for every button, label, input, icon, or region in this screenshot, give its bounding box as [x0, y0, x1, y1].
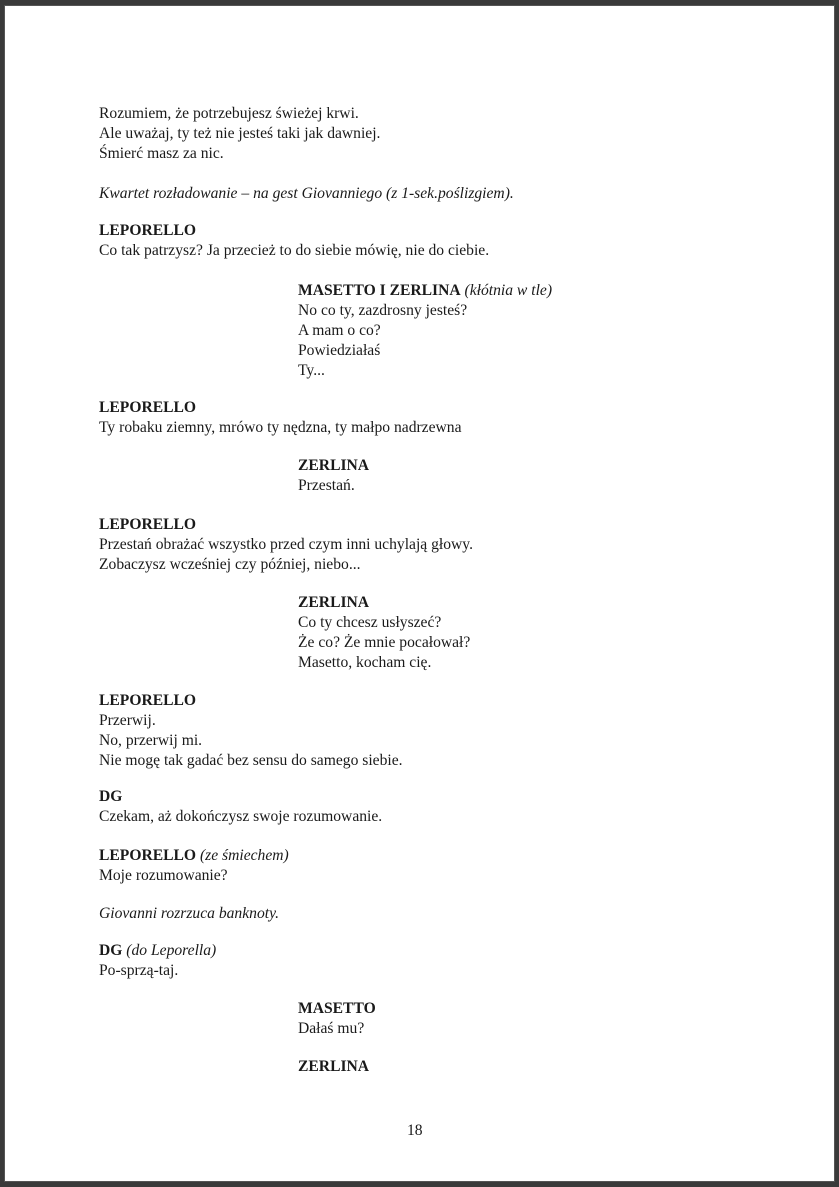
stage-direction: Giovanni rozrzuca banknoty.: [99, 905, 280, 922]
speaker-heading: [298, 281, 552, 301]
dialogue-line: No co ty, zazdrosny jesteś?: [298, 302, 468, 319]
dialogue-line: Śmierć masz za nic.: [99, 145, 224, 162]
dialogue-line: Ty robaku ziemny, mrówo ty nędzna, ty małpo nadrzewna: [99, 419, 462, 436]
dialogue-line: Czekam, aż dokończysz swoje rozumowanie.: [99, 808, 383, 825]
dialogue-line: Powiedziałaś: [298, 342, 381, 359]
speaker-name: ZERLINA: [298, 1058, 370, 1075]
speaker-name: LEPORELLO: [99, 222, 197, 239]
dialogue-line: Moje rozumowanie?: [99, 867, 228, 884]
script-page: [5, 6, 834, 1181]
dialogue-line: Po-sprzą-taj.: [99, 962, 179, 979]
dialogue-line: Masetto, kocham cię.: [298, 654, 432, 671]
speaker-name: DG: [99, 942, 123, 959]
dialogue-line: No, przerwij mi.: [99, 732, 203, 749]
dialogue-line: Przerwij.: [99, 712, 156, 729]
dialogue-line: Co ty chcesz usłyszeć?: [298, 614, 442, 631]
dialogue-line: Przestań.: [298, 477, 355, 494]
speaker-name: ZERLINA: [298, 594, 370, 611]
speaker-heading: [99, 941, 216, 961]
speaker-name: LEPORELLO: [99, 847, 197, 864]
speaker-name: LEPORELLO: [99, 692, 197, 709]
dialogue-line: Co tak patrzysz? Ja przecież to do siebie mówię, nie do ciebie.: [99, 242, 490, 259]
dialogue-line: Zobaczysz wcześniej czy później, niebo...: [99, 556, 361, 573]
dialogue-line: Ale uważaj, ty też nie jesteś taki jak dawniej.: [99, 125, 381, 142]
speaker-note: (kłótnia w tle): [464, 282, 553, 299]
speaker-name: ZERLINA: [298, 457, 370, 474]
dialogue-line: Przestań obrażać wszystko przed czym inni uchylają głowy.: [99, 536, 473, 553]
speaker-name: MASETTO: [298, 1000, 376, 1017]
speaker-heading: [99, 846, 289, 866]
speaker-note: (ze śmiechem): [199, 847, 289, 864]
dialogue-line: Że co? Że mnie pocałował?: [298, 634, 471, 651]
speaker-name: LEPORELLO: [99, 516, 197, 533]
speaker-name: LEPORELLO: [99, 399, 197, 416]
dialogue-line: A mam o co?: [298, 322, 381, 339]
page-number: 18: [407, 1122, 423, 1139]
dialogue-line: Ty...: [298, 362, 325, 379]
speaker-name: MASETTO I ZERLINA: [298, 282, 461, 299]
speaker-note: (do Leporella): [126, 942, 217, 959]
speaker-name: DG: [99, 788, 123, 805]
dialogue-line: Dałaś mu?: [298, 1020, 365, 1037]
stage-direction: Kwartet rozładowanie – na gest Giovanniego (z 1-sek.poślizgiem).: [99, 185, 514, 202]
dialogue-line: Nie mogę tak gadać bez sensu do samego siebie.: [99, 752, 403, 769]
dialogue-line: Rozumiem, że potrzebujesz świeżej krwi.: [99, 105, 359, 122]
